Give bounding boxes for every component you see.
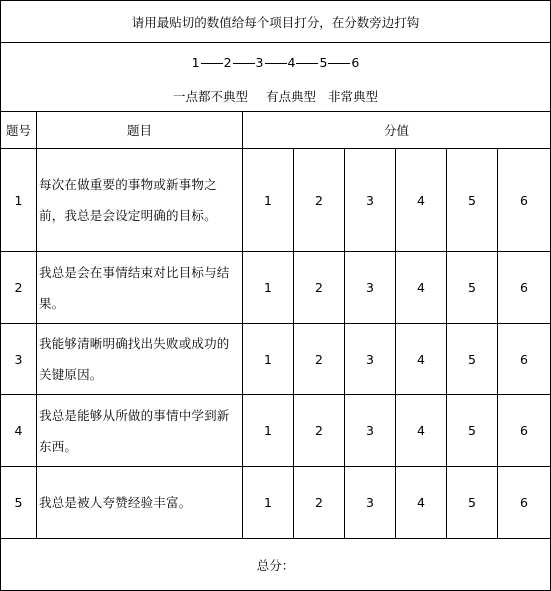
score-option[interactable]: 4 <box>396 395 447 467</box>
scale-dash <box>201 63 223 64</box>
score-option[interactable]: 5 <box>447 467 498 539</box>
score-option[interactable]: 4 <box>396 467 447 539</box>
scale-number: 6 <box>351 55 360 70</box>
score-option[interactable]: 5 <box>447 149 498 252</box>
score-option[interactable]: 1 <box>243 149 294 252</box>
scale-label-low: 一点都不典型 <box>172 89 248 104</box>
score-option[interactable]: 1 <box>243 467 294 539</box>
table-row <box>1 467 551 539</box>
score-option[interactable]: 6 <box>498 395 551 467</box>
score-option[interactable]: 1 <box>243 252 294 324</box>
score-option[interactable]: 4 <box>396 324 447 395</box>
table-row <box>1 324 551 395</box>
table-row <box>1 395 551 467</box>
scale-number: 3 <box>255 55 264 70</box>
question-number: 4 <box>1 395 37 467</box>
header-row <box>1 112 551 149</box>
score-option[interactable]: 3 <box>345 149 396 252</box>
score-option[interactable]: 2 <box>294 149 345 252</box>
question-number: 1 <box>1 149 37 252</box>
score-option[interactable]: 4 <box>396 149 447 252</box>
question-text: 我总是被人夸赞经验丰富。 <box>37 467 243 539</box>
score-option[interactable]: 4 <box>396 252 447 324</box>
scale-number: 1 <box>191 55 200 70</box>
scale-dash <box>296 63 318 64</box>
score-option[interactable]: 6 <box>498 252 551 324</box>
score-option[interactable]: 3 <box>345 467 396 539</box>
score-option[interactable]: 6 <box>498 467 551 539</box>
score-option[interactable]: 5 <box>447 395 498 467</box>
scale-number: 4 <box>287 55 296 70</box>
scale-numbers <box>1 54 550 72</box>
question-number: 2 <box>1 252 37 324</box>
instruction-text: 请用最贴切的数值给每个项目打分，在分数旁边打钩 <box>1 1 551 43</box>
score-option[interactable]: 3 <box>345 252 396 324</box>
score-option[interactable]: 5 <box>447 252 498 324</box>
scale-row <box>1 43 551 112</box>
header-score: 分值 <box>243 112 551 149</box>
header-number: 题号 <box>1 112 37 149</box>
question-number: 3 <box>1 324 37 395</box>
score-option[interactable]: 3 <box>345 324 396 395</box>
question-number: 5 <box>1 467 37 539</box>
table-row <box>1 149 551 252</box>
scale-dash <box>328 63 350 64</box>
instruction-row <box>1 1 551 43</box>
score-option[interactable]: 3 <box>345 395 396 467</box>
scale-number: 5 <box>319 55 328 70</box>
question-text: 我能够清晰明确找出失败或成功的关键原因。 <box>37 324 243 395</box>
score-option[interactable]: 6 <box>498 324 551 395</box>
score-option[interactable]: 2 <box>294 324 345 395</box>
total-score-label: 总分： <box>1 539 551 591</box>
score-option[interactable]: 2 <box>294 467 345 539</box>
score-option[interactable]: 5 <box>447 324 498 395</box>
table-row <box>1 252 551 324</box>
scale-dash <box>233 63 255 64</box>
question-text: 我总是会在事情结束对比目标与结果。 <box>37 252 243 324</box>
score-option[interactable]: 1 <box>243 324 294 395</box>
scale-labels <box>1 88 550 106</box>
score-option[interactable]: 2 <box>294 395 345 467</box>
header-item: 题目 <box>37 112 243 149</box>
scale-number: 2 <box>223 55 232 70</box>
score-option[interactable]: 1 <box>243 395 294 467</box>
score-option[interactable]: 6 <box>498 149 551 252</box>
rating-scale <box>1 43 551 112</box>
scale-label-high: 非常典型 <box>328 89 379 104</box>
scale-dash <box>265 63 287 64</box>
question-text: 我总是能够从所做的事情中学到新东西。 <box>37 395 243 467</box>
question-text: 每次在做重要的事物或新事物之前，我总是会设定明确的目标。 <box>37 149 243 252</box>
total-row <box>1 539 551 591</box>
score-option[interactable]: 2 <box>294 252 345 324</box>
scale-label-mid: 有点典型 <box>266 89 317 104</box>
